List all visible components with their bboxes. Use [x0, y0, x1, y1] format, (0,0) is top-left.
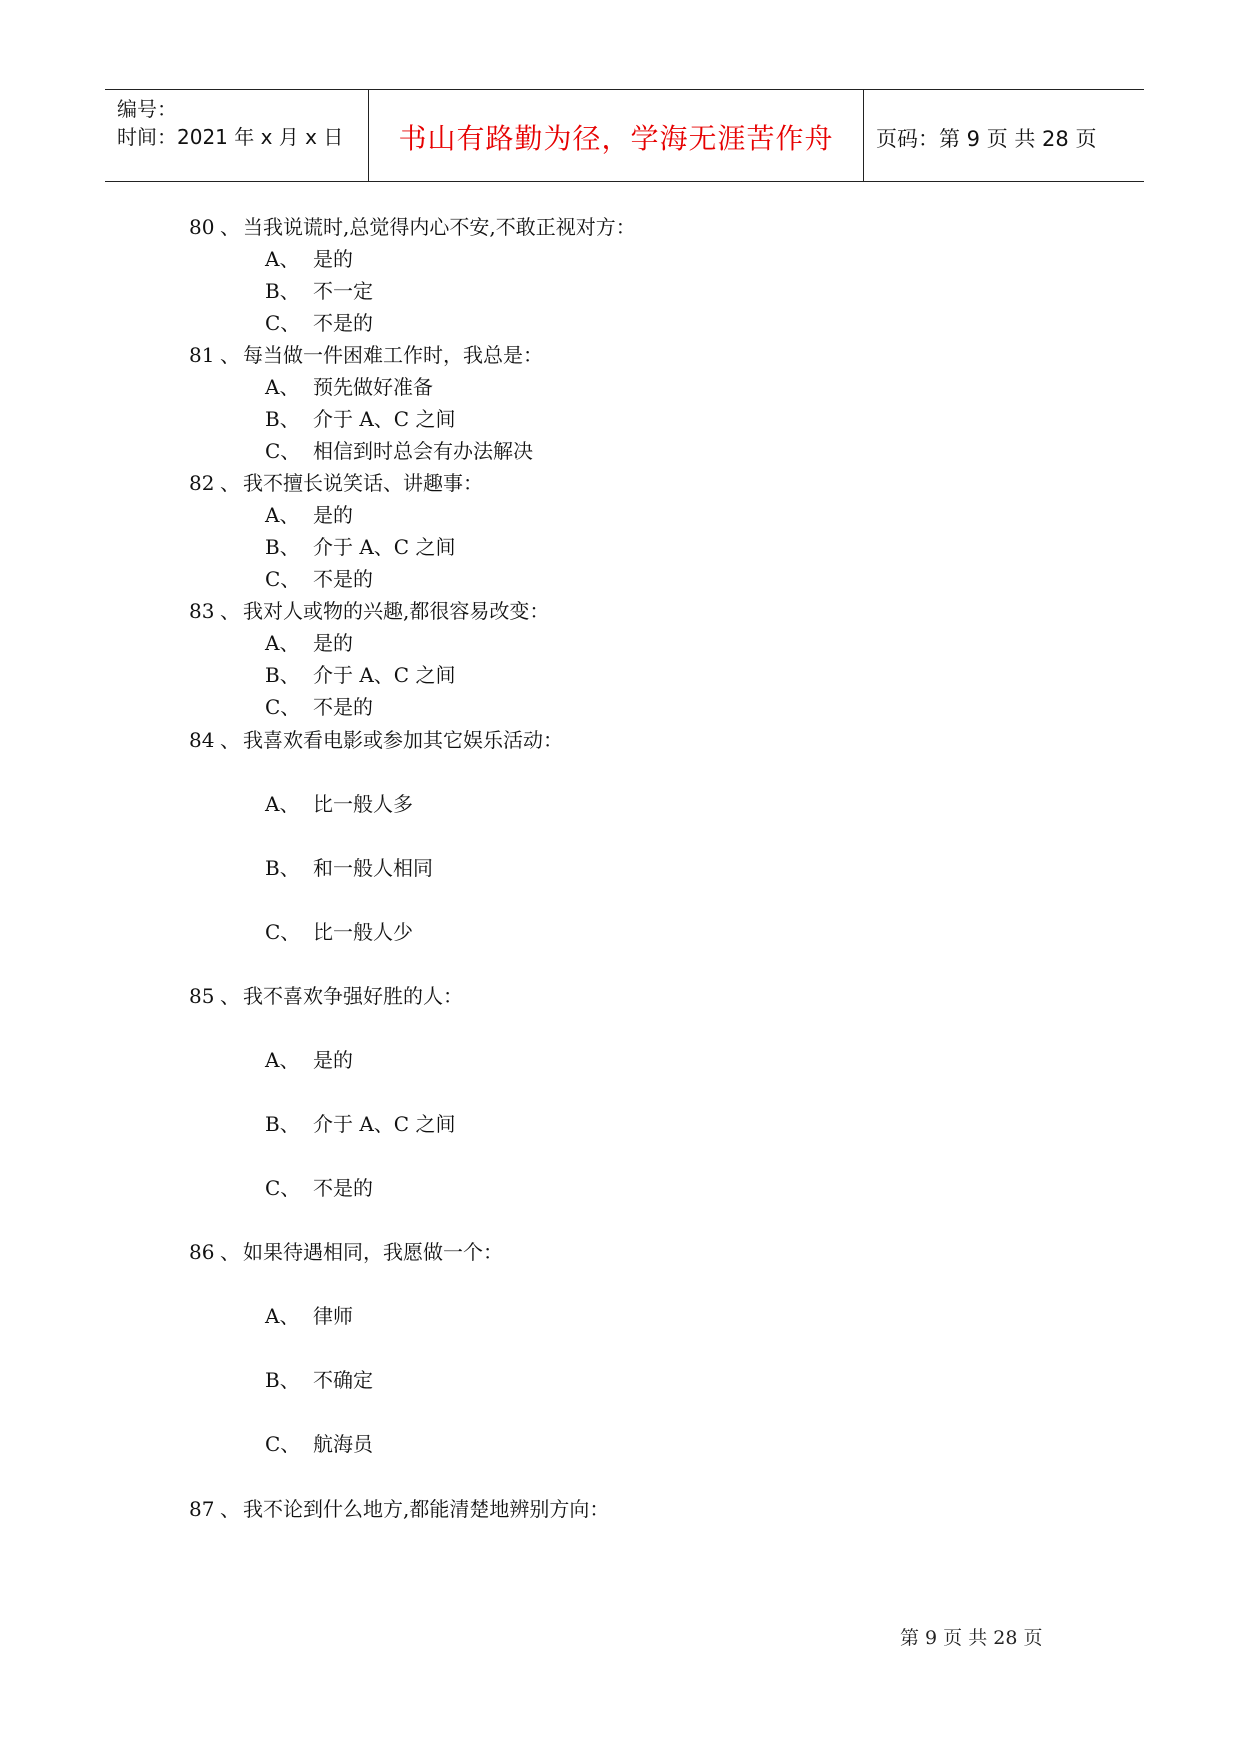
option-text: 介于 A、C 之间: [313, 407, 456, 431]
option-text: 是的: [313, 1048, 353, 1072]
question-separator: 、: [220, 728, 240, 752]
option-text: 是的: [313, 631, 353, 655]
option-text: 比一般人少: [313, 920, 413, 944]
option-letter: B、: [265, 1112, 300, 1136]
option-text: 比一般人多: [313, 792, 413, 816]
question-number: 86: [189, 1240, 215, 1264]
option-letter: A、: [265, 247, 300, 271]
question-separator: 、: [220, 599, 240, 623]
option-text: 和一般人相同: [313, 856, 433, 880]
question-number: 81: [189, 343, 215, 367]
option-letter: C、: [265, 439, 301, 463]
option-text: 不是的: [313, 1176, 373, 1200]
option-text: 预先做好准备: [313, 375, 433, 399]
option-letter: B、: [265, 407, 300, 431]
question-number: 85: [189, 984, 215, 1008]
question-text: 我不擅长说笑话、讲趣事：: [243, 471, 483, 495]
question-text: 如果待遇相同，我愿做一个：: [243, 1240, 503, 1264]
option-letter: C、: [265, 1432, 301, 1456]
option-text: 航海员: [313, 1432, 373, 1456]
question-separator: 、: [220, 1497, 240, 1521]
question-text: 我不喜欢争强好胜的人：: [243, 984, 463, 1008]
question-number: 80: [189, 215, 215, 239]
option-text: 不一定: [313, 279, 373, 303]
question-number: 84: [189, 728, 215, 752]
question-separator: 、: [220, 471, 240, 495]
option-text: 律师: [313, 1304, 353, 1328]
page-footer: 第 9 页 共 28 页: [900, 1627, 1043, 1649]
header-motto: 书山有路勤为径，学海无涯苦作舟: [398, 122, 834, 155]
option-letter: B、: [265, 535, 300, 559]
question-number: 87: [189, 1497, 215, 1521]
option-text: 不是的: [313, 695, 373, 719]
option-letter: B、: [265, 279, 300, 303]
option-letter: C、: [265, 1176, 301, 1200]
option-text: 是的: [313, 503, 353, 527]
option-text: 是的: [313, 247, 353, 271]
option-text: 介于 A、C 之间: [313, 663, 456, 687]
option-letter: A、: [265, 631, 300, 655]
question-text: 每当做一件困难工作时，我总是：: [243, 343, 543, 367]
option-text: 不确定: [313, 1368, 373, 1392]
option-letter: A、: [265, 375, 300, 399]
question-text: 我不论到什么地方,都能清楚地辨别方向：: [243, 1497, 610, 1521]
option-letter: C、: [265, 311, 301, 335]
option-letter: C、: [265, 567, 301, 591]
option-letter: B、: [265, 663, 300, 687]
question-separator: 、: [220, 1240, 240, 1264]
option-letter: C、: [265, 920, 301, 944]
question-separator: 、: [220, 343, 240, 367]
option-text: 不是的: [313, 311, 373, 335]
question-separator: 、: [220, 984, 240, 1008]
question-number: 82: [189, 471, 215, 495]
option-letter: A、: [265, 1304, 300, 1328]
option-letter: A、: [265, 1048, 300, 1072]
question-number: 83: [189, 599, 215, 623]
document-id-label: 编号：: [117, 97, 177, 121]
question-text: 我对人或物的兴趣,都很容易改变：: [243, 599, 550, 623]
question-text: 我喜欢看电影或参加其它娱乐活动：: [243, 728, 563, 752]
option-letter: C、: [265, 695, 301, 719]
option-text: 不是的: [313, 567, 373, 591]
question-separator: 、: [220, 215, 240, 239]
option-letter: B、: [265, 1368, 300, 1392]
option-text: 相信到时总会有办法解决: [313, 439, 533, 463]
question-text: 当我说谎时,总觉得内心不安,不敢正视对方：: [243, 215, 636, 239]
option-text: 介于 A、C 之间: [313, 1112, 456, 1136]
document-date-label: 时间：2021 年 x 月 x 日: [117, 125, 344, 149]
option-text: 介于 A、C 之间: [313, 535, 456, 559]
option-letter: B、: [265, 856, 300, 880]
header-page-code: 页码：第 9 页 共 28 页: [876, 127, 1097, 151]
option-letter: A、: [265, 503, 300, 527]
option-letter: A、: [265, 792, 300, 816]
